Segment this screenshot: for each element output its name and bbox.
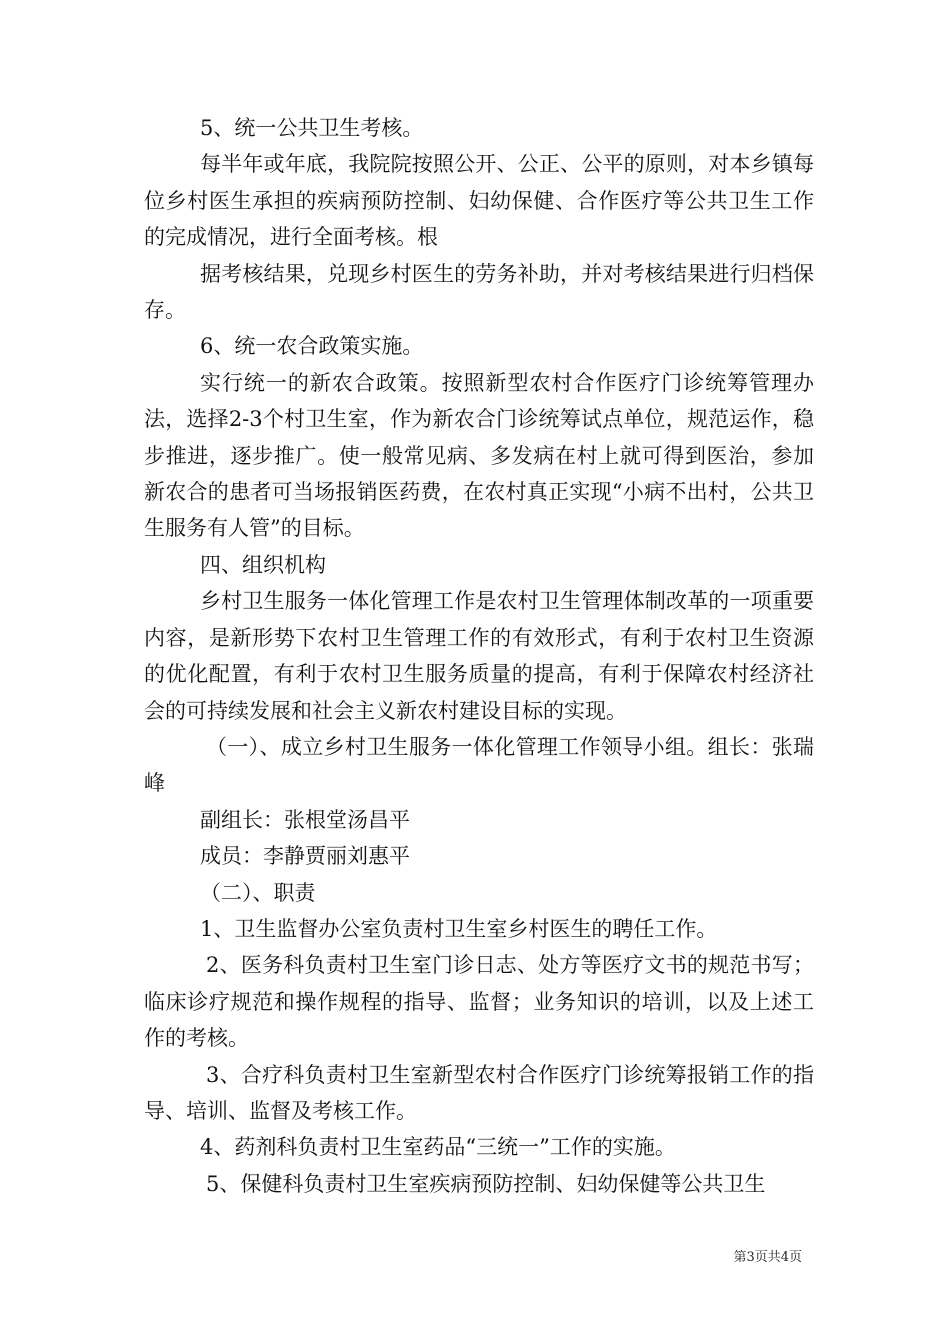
paragraph-members: 成员：李静贾丽刘惠平 [200, 844, 410, 869]
subheading-duties: （二）、职责 [200, 880, 316, 905]
paragraph-organization-body: 乡村卫生服务一体化管理工作是农村卫生管理体制改革的一项重要内容，是新形势下农村卫生管理工作的有效形式，有利于农村卫生资源的优化配置，有利于农村卫生服务质量的提高，有利于保障农村经济社会的可持续发展和社会主义新农村建设目标的实现。 [144, 589, 814, 723]
paragraph-policy-body: 实行统一的新农合政策。按照新型农村合作医疗门诊统筹管理办法，选择2-3个村卫生室，作为新农合门诊统筹试点单位，规范运作，稳步推进，逐步推广。使一般常见病、多发病在村上就可得到医治，参加新农合的患者可当场报销医药费，在农村真正实现“小病不出村，公共卫生服务有人管”的目标。 [144, 370, 814, 541]
paragraph-deputy-leaders: 副组长：张根堂汤昌平 [200, 807, 410, 832]
duty-item-3: 3、合疗科负责村卫生室新型农村合作医疗门诊统筹报销工作的指导、培训、监督及考核工作。 [144, 1062, 814, 1123]
section-heading-organization: 四、组织机构 [200, 552, 326, 577]
paragraph-assessment-body: 每半年或年底，我院院按照公开、公正、公平的原则，对本乡镇每位乡村医生承担的疾病预防控制、妇幼保健、合作医疗等公共卫生工作的完成情况，进行全面考核。根 [144, 152, 814, 250]
paragraph-heading-5: 5、统一公共卫生考核。 [200, 116, 424, 140]
page-number: 第3页共4页 [733, 1250, 802, 1265]
paragraph-assessment-continued: 据考核结果，兑现乡村医生的劳务补助，并对考核结果进行归档保存。 [144, 261, 814, 323]
duty-item-2: 2、医务科负责村卫生室门诊日志、处方等医疗文书的规范书写；临床诊疗规范和操作规程的指导、监督；业务知识的培训，以及上述工作的考核。 [144, 953, 814, 1051]
duty-item-1: 1、卫生监督办公室负责村卫生室乡村医生的聘任工作。 [200, 916, 718, 941]
duty-item-5: 5、保健科负责村卫生室疾病预防控制、妇幼保健等公共卫生 [206, 1171, 766, 1196]
paragraph-leadership-group: （一）、成立乡村卫生服务一体化管理工作领导小组。组长：张瑞峰 [144, 734, 814, 796]
duty-item-4: 4、药剂科负责村卫生室药品“三统一”工作的实施。 [200, 1135, 676, 1160]
paragraph-heading-6: 6、统一农合政策实施。 [200, 334, 424, 359]
document-body [144, 110, 814, 1202]
